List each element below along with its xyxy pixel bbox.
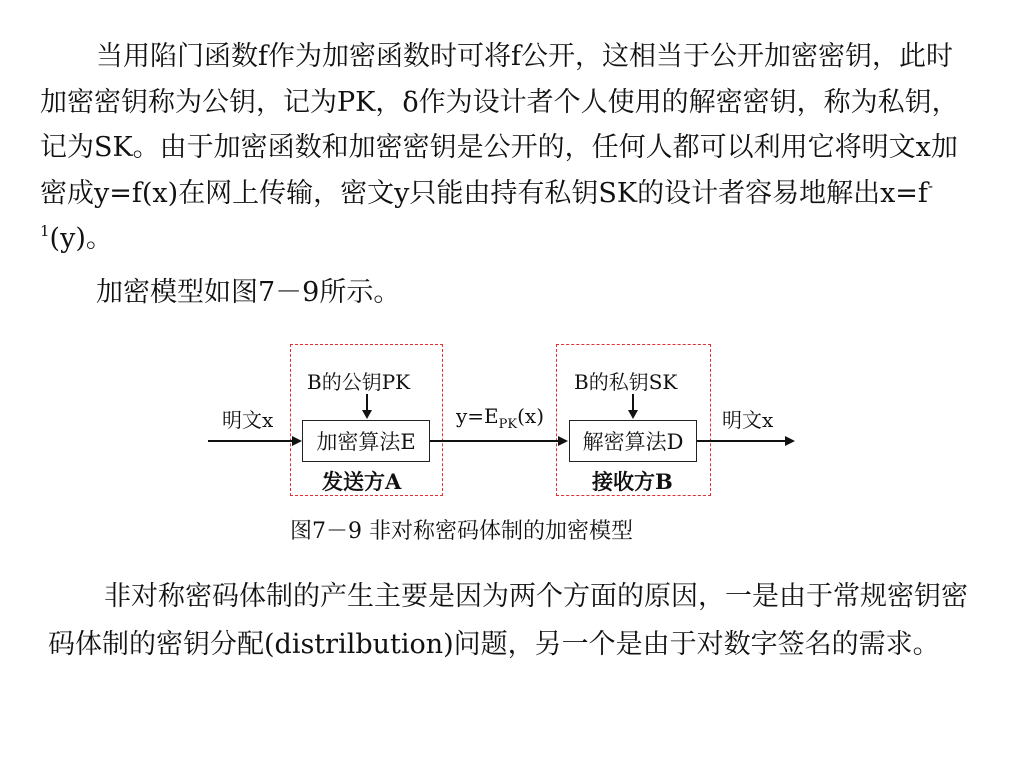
- cipher-arrow-line: [430, 440, 558, 442]
- intro-text: 当用陷门函数f作为加密函数时可将f公开，这相当于公开加密密钥，此时加密密钥称为公钥，记为PK，δ作为设计者个人使用的解密密钥，称为私钥，记为SK。由于加密函数和加密密钥是公开的，任何人都可以利用它将明文x加密成y=f(x)在网上传输，密文y只能由持有私钥SK的设计者容易地解出x=f: [40, 41, 959, 209]
- ciphertext-subscript: PK: [498, 417, 518, 432]
- output-arrow-head: [785, 436, 795, 446]
- ciphertext-prefix: y=E: [456, 404, 499, 428]
- ciphertext-suffix: (x): [517, 404, 545, 428]
- output-arrow-line: [697, 440, 785, 442]
- figure-caption: 图7－9 非对称密码体制的加密模型: [290, 519, 633, 544]
- encrypt-algorithm-label: 加密算法E: [316, 430, 416, 454]
- decrypt-algorithm-box: [569, 420, 697, 462]
- asymmetric-reason-paragraph: 非对称密码体制的产生主要是因为两个方面的原因，一是由于常规密钥密码体制的密钥分配(distrilbution)问题，另一个是由于对数字签名的需求。: [48, 581, 968, 660]
- decrypt-algorithm-label: 解密算法D: [582, 430, 684, 454]
- receiver-key-label: B的私钥SK: [574, 370, 678, 394]
- model-intro-paragraph: 加密模型如图7－9所示。: [96, 277, 401, 308]
- receiver-key-arrow-head: [628, 410, 638, 419]
- encrypt-algorithm-box: [302, 420, 430, 462]
- inverse-superscript: -1: [40, 176, 934, 240]
- receiver-label: 接收方B: [592, 469, 673, 494]
- plaintext-output-label: 明文x: [722, 408, 774, 432]
- sender-key-label: B的公钥PK: [307, 370, 411, 394]
- intro-text-end: (y)。: [49, 223, 113, 254]
- intro-paragraph: [40, 34, 965, 262]
- ciphertext-label: [456, 404, 545, 432]
- input-arrow-line: [208, 440, 292, 442]
- encryption-model-diagram: [200, 338, 800, 548]
- sender-label: 发送方A: [322, 469, 402, 494]
- plaintext-input-label: 明文x: [222, 408, 274, 432]
- input-arrow-head: [292, 436, 302, 446]
- cipher-arrow-head: [558, 436, 568, 446]
- sender-key-arrow-head: [362, 410, 372, 419]
